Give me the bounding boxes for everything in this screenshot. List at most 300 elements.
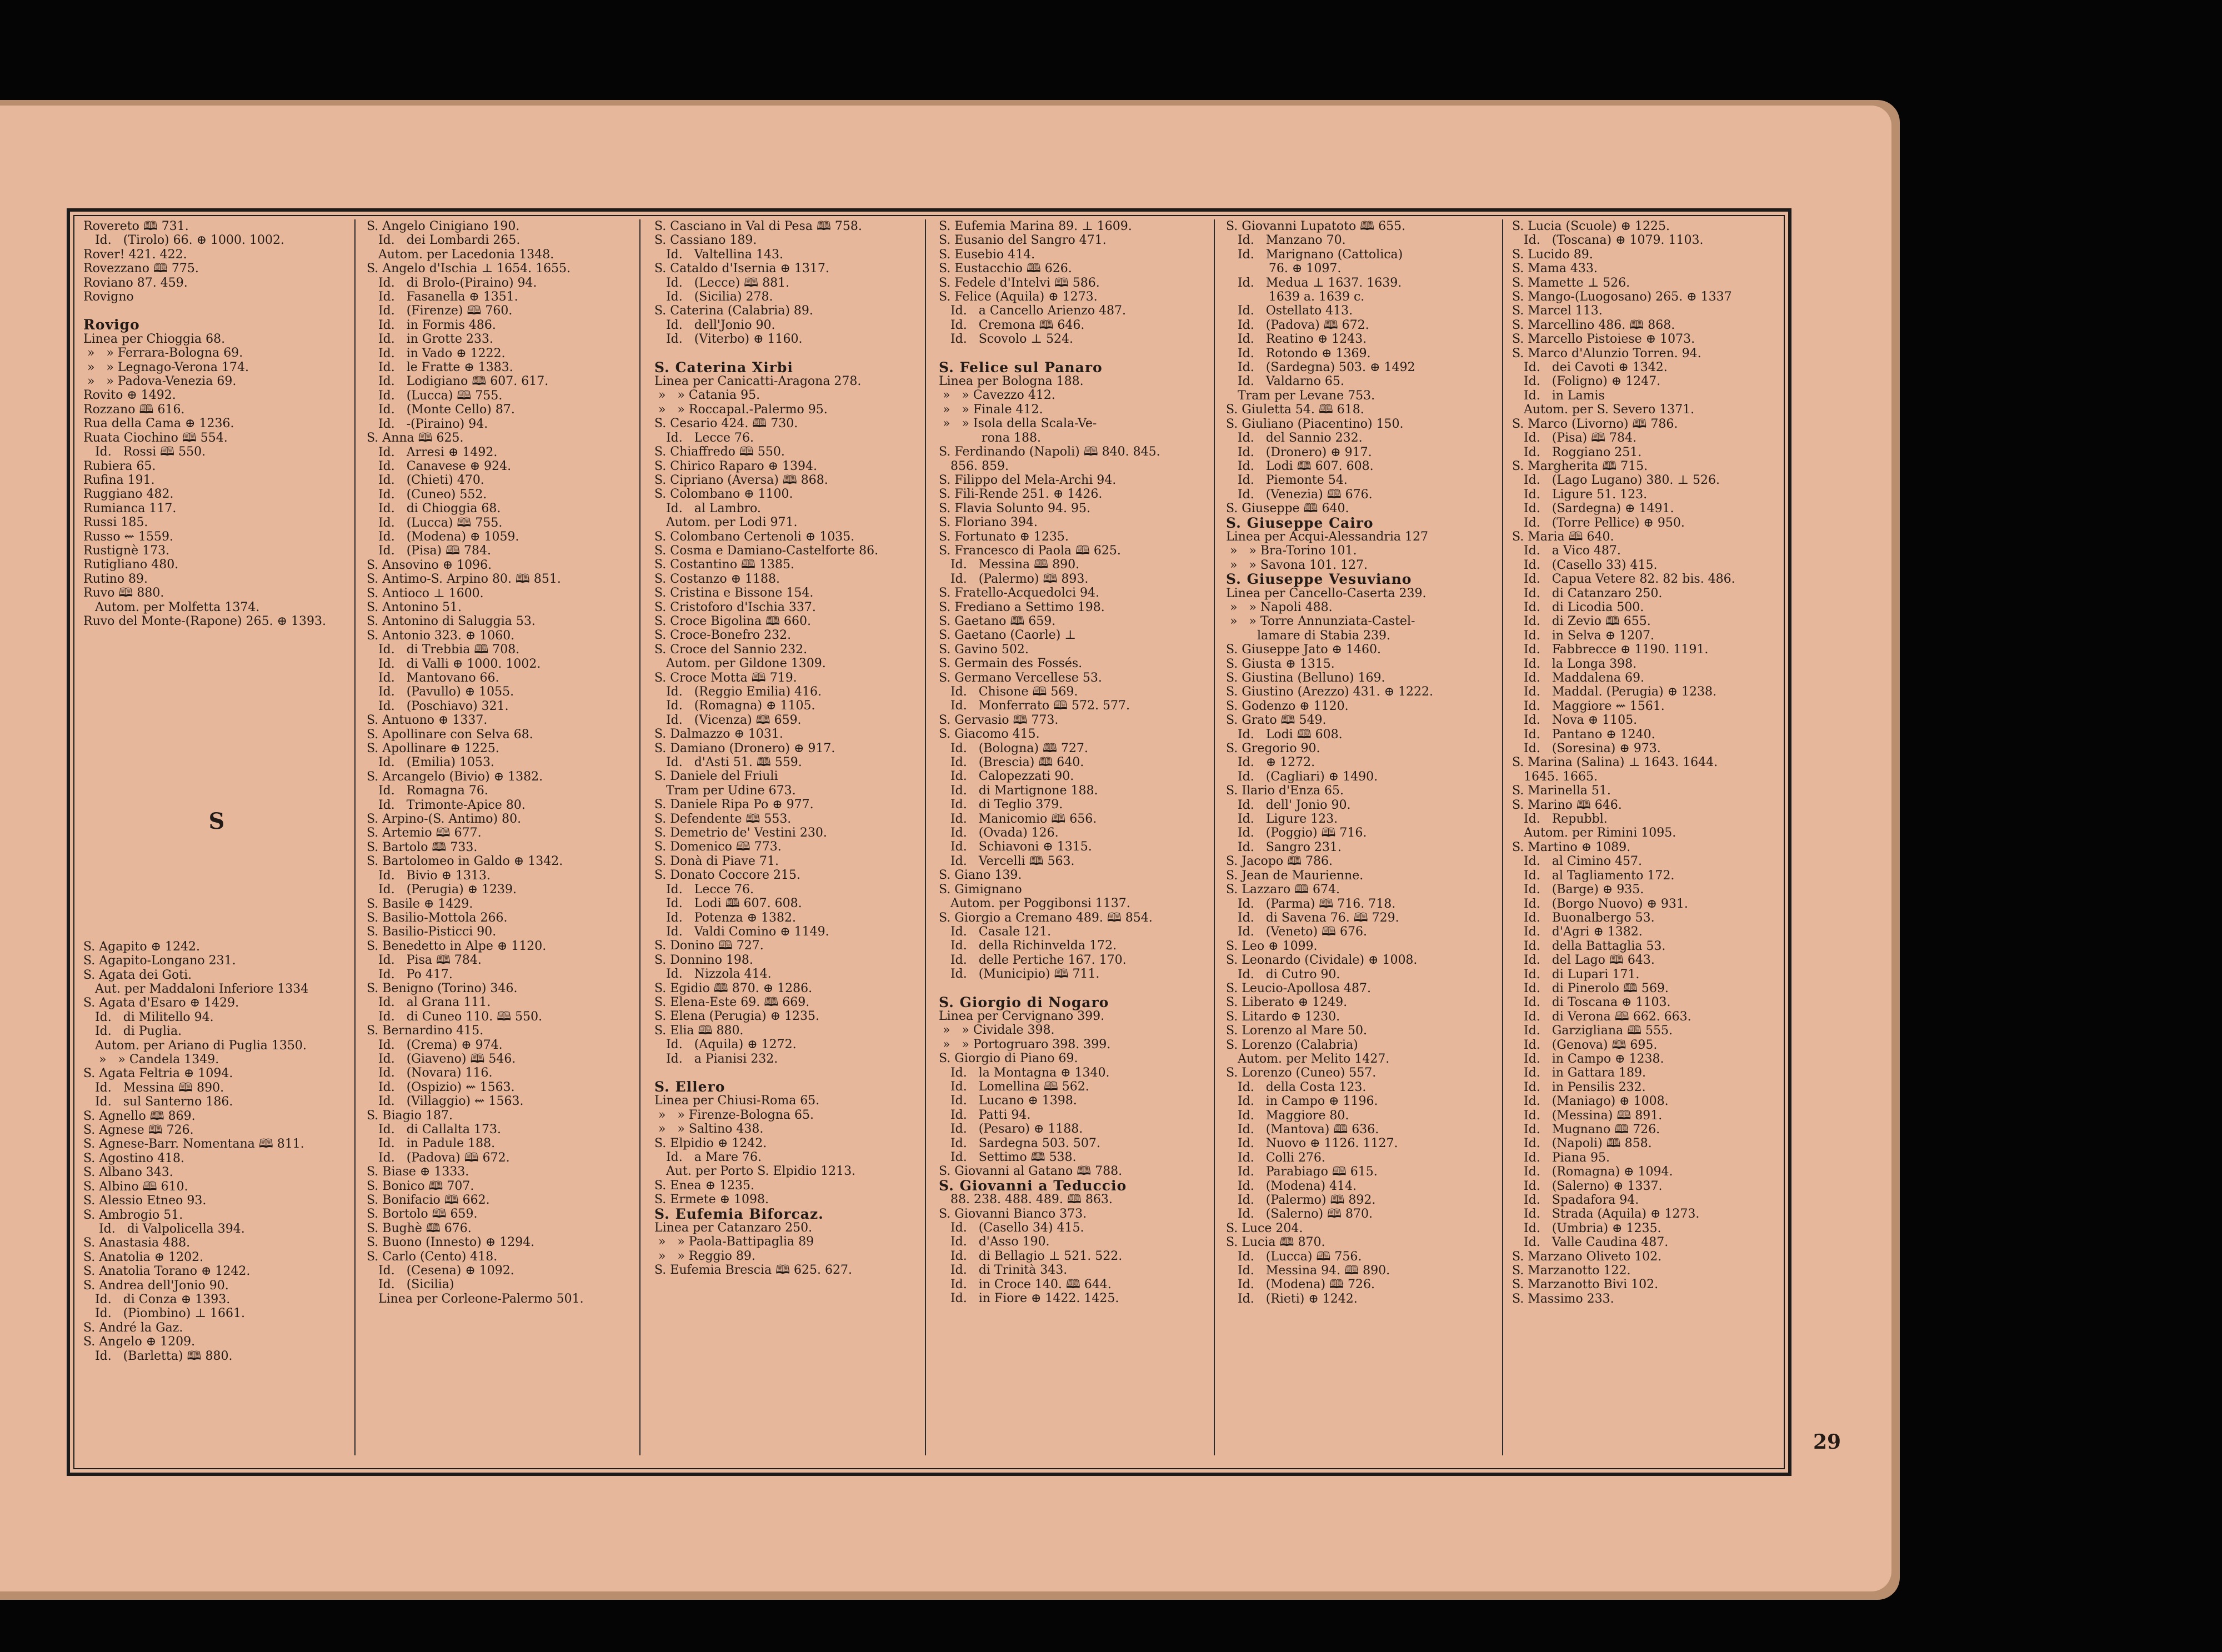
index-entry: S. Anatolia Torano ⊕ 1242. xyxy=(83,1264,251,1279)
index-entry: Id. Nuovo ⊕ 1126. 1127. xyxy=(1226,1137,1398,1151)
index-entry: S. Cristina e Bissone 154. xyxy=(654,586,814,600)
index-entry: S. Chirico Raparo ⊕ 1394. xyxy=(654,459,817,473)
index-entry: Id. Cremona 🕮 646. xyxy=(939,318,1085,332)
index-entry: S. Basile ⊕ 1429. xyxy=(367,897,473,911)
index-entry: S. Colombano Certenoli ⊕ 1035. xyxy=(654,529,855,544)
index-entry: Linea per Cancello-Caserta 239. xyxy=(1226,586,1427,600)
blank-line xyxy=(83,304,350,318)
index-entry: S. Agnello 🕮 869. xyxy=(83,1109,196,1123)
index-entry: Id. Rotondo ⊕ 1369. xyxy=(1226,346,1371,361)
blank-line xyxy=(654,1066,922,1080)
index-entry: Id. (Veneto) 🕮 676. xyxy=(1226,925,1367,939)
index-entry: Id. Lomellina 🕮 562. xyxy=(939,1079,1089,1094)
index-entry: S. Cipriano (Aversa) 🕮 868. xyxy=(654,473,828,487)
index-entry: S. Giovanni Lupatoto 🕮 655. xyxy=(1226,219,1406,233)
index-entry: S. Marina (Salina) ⊥ 1643. 1644. xyxy=(1512,755,1718,770)
index-entry: Id. dei Cavoti ⊕ 1342. xyxy=(1512,361,1668,375)
index-entry: Rubiera 65. xyxy=(83,459,156,473)
index-column-3 xyxy=(654,219,922,1453)
index-entry: Rovito ⊕ 1492. xyxy=(83,388,176,403)
index-entry: S. Giustino (Arezzo) 431. ⊕ 1222. xyxy=(1226,685,1434,699)
index-entry: Id. in Selva ⊕ 1207. xyxy=(1512,628,1654,643)
index-entry: Id. a Vico 487. xyxy=(1512,544,1621,558)
index-entry: Id. di Militello 94. xyxy=(83,1010,214,1024)
index-entry: S. Antonio 323. ⊕ 1060. xyxy=(367,628,515,643)
index-entry: S. Gregorio 90. xyxy=(1226,742,1320,756)
index-entry: Id. (Venezia) 🕮 676. xyxy=(1226,487,1373,502)
index-entry: Id. Roggiano 251. xyxy=(1512,445,1642,459)
index-entry: Id. Sardegna 503. 507. xyxy=(939,1136,1100,1150)
index-entry: Id. (Cuneo) 552. xyxy=(367,487,487,502)
index-entry: 1645. 1665. xyxy=(1512,769,1598,784)
index-entry: Id. (Mantova) 🕮 636. xyxy=(1226,1123,1379,1137)
index-entry: Id. (Lago Lugano) 380. ⊥ 526. xyxy=(1512,473,1720,488)
index-entry: Id. Maddalena 69. xyxy=(1512,671,1644,685)
index-entry: Ruggiano 482. xyxy=(83,487,174,502)
index-entry: Ruvo del Monte-(Rapone) 265. ⊕ 1393. xyxy=(83,614,327,628)
index-entry: 88. 238. 488. 489. 🕮 863. xyxy=(939,1193,1113,1207)
index-entry: Id. della Costa 123. xyxy=(1226,1080,1367,1094)
index-entry: S. Chiaffredo 🕮 550. xyxy=(654,445,785,459)
index-entry: Id. di Teglio 379. xyxy=(939,798,1063,812)
index-entry: » » Cividale 398. xyxy=(939,1023,1055,1038)
index-entry: Id. Lecce 76. xyxy=(654,430,754,445)
index-entry: S. Giacomo 415. xyxy=(939,727,1040,742)
index-entry: Id. Pisa 🕮 784. xyxy=(367,953,482,968)
index-entry: Id. Spadafora 94. xyxy=(1512,1193,1639,1208)
index-entry: Id. (Lucca) 🕮 756. xyxy=(1226,1249,1362,1264)
index-entry: » » Ferrara-Bologna 69. xyxy=(83,346,243,361)
index-entry: Id. Mantovano 66. xyxy=(367,671,499,685)
index-entry: S. Giusta ⊕ 1315. xyxy=(1226,657,1335,671)
index-entry: Id. (Cagliari) ⊕ 1490. xyxy=(1226,769,1378,784)
index-entry: Id. Piana 95. xyxy=(1512,1150,1610,1165)
index-column-2 xyxy=(367,219,635,1453)
index-entry: S. Floriano 394. xyxy=(939,515,1038,530)
index-entry: Id. (Pisa) 🕮 784. xyxy=(1512,431,1637,445)
index-entry: Id. (Pavullo) ⊕ 1055. xyxy=(367,685,514,699)
index-entry: Id. Romagna 76. xyxy=(367,784,488,798)
index-entry: » » Cavezzo 412. xyxy=(939,388,1055,403)
index-column-4 xyxy=(939,219,1211,1453)
index-entry: Id. al Lambro. xyxy=(654,501,761,515)
index-entry: Id. (Villaggio) ⇜ 1563. xyxy=(367,1094,524,1109)
section-heading: S. Giorgio di Nogaro xyxy=(939,994,1109,1010)
index-entry: Id. (Tirolo) 66. ⊕ 1000. 1002. xyxy=(83,233,285,248)
blank-line xyxy=(83,884,350,898)
section-heading: Rovigo xyxy=(83,317,140,333)
index-entry: Id. di Cuneo 110. 🕮 550. xyxy=(367,1009,543,1024)
index-entry: Id. della Richinvelda 172. xyxy=(939,939,1117,953)
index-entry: S. Croce Motta 🕮 719. xyxy=(654,670,797,685)
blank-line xyxy=(83,628,350,642)
index-entry: S. Giuliano (Piacentino) 150. xyxy=(1226,417,1404,431)
index-entry: S. Andrea dell'Jonio 90. xyxy=(83,1278,229,1293)
index-entry: Id. (Viterbo) ⊕ 1160. xyxy=(654,332,803,347)
index-entry: S. Gavino 502. xyxy=(939,642,1029,657)
index-entry: S. Arcangelo (Bivio) ⊕ 1382. xyxy=(367,769,543,784)
index-entry: S. Bernardino 415. xyxy=(367,1024,484,1038)
index-entry: Id. Medua ⊥ 1637. 1639. xyxy=(1226,276,1402,290)
index-entry: Id. Po 417. xyxy=(367,967,453,982)
index-entry: Id. Chisone 🕮 569. xyxy=(939,685,1078,699)
index-entry: S. Ferdinando (Napoli) 🕮 840. 845. xyxy=(939,445,1160,459)
index-entry: Aut. per Maddaloni Inferiore 1334 xyxy=(83,982,309,996)
index-entry: S. Leo ⊕ 1099. xyxy=(1226,939,1318,953)
index-entry: Id. in Fiore ⊕ 1422. 1425. xyxy=(939,1291,1119,1306)
index-entry: S. Agapito ⊕ 1242. xyxy=(83,939,200,954)
index-entry: Id. Lucano ⊕ 1398. xyxy=(939,1094,1077,1108)
index-entry: » » Isola della Scala-Ve- xyxy=(939,417,1097,431)
index-entry: Id. Casale 121. xyxy=(939,924,1052,939)
column-rule xyxy=(354,219,356,1455)
column-rule xyxy=(925,219,926,1455)
index-entry: 856. 859. xyxy=(939,459,1009,473)
index-entry: Tram per Levane 753. xyxy=(1226,388,1375,403)
blank-line xyxy=(83,684,350,698)
index-entry: Id. (Giaveno) 🕮 546. xyxy=(367,1052,516,1066)
index-entry: » » Torre Annunziata-Castel- xyxy=(1226,614,1415,629)
index-entry: S. Lorenzo al Mare 50. xyxy=(1226,1024,1367,1038)
index-entry: » » Finale 412. xyxy=(939,402,1043,417)
index-entry: S. Agnese 🕮 726. xyxy=(83,1123,194,1138)
index-entry: Linea per Canicatti-Aragona 278. xyxy=(654,374,862,389)
index-entry: Rumianca 117. xyxy=(83,501,177,515)
index-entry: Id. Garzigliana 🕮 555. xyxy=(1512,1024,1673,1038)
index-entry: S. Liberato ⊕ 1249. xyxy=(1226,995,1348,1010)
index-entry: S. Ermete ⊕ 1098. xyxy=(654,1193,769,1207)
index-entry: S. Giuletta 54. 🕮 618. xyxy=(1226,403,1364,417)
index-entry: Id. -(Piraino) 94. xyxy=(367,417,488,431)
index-entry: S. Antonino di Saluggia 53. xyxy=(367,614,536,629)
index-entry: Linea per Chioggia 68. xyxy=(83,332,226,346)
index-entry: S. Gaetano 🕮 659. xyxy=(939,614,1056,628)
index-entry: Autom. per Lacedonia 1348. xyxy=(367,247,554,262)
index-entry: Id. (Palermo) 🕮 893. xyxy=(939,572,1089,586)
index-entry: Id. in Croce 140. 🕮 644. xyxy=(939,1277,1112,1291)
index-entry: Id. di Valpolicella 394. xyxy=(83,1222,245,1236)
index-entry: » » Firenze-Bologna 65. xyxy=(654,1108,814,1122)
index-entry: Id. in Campo ⊕ 1196. xyxy=(1226,1094,1378,1109)
index-entry: Id. al Grana 111. xyxy=(367,995,491,1010)
index-entry: S. Giorgio a Cremano 489. 🕮 854. xyxy=(939,910,1153,925)
index-entry: Rua della Cama ⊕ 1236. xyxy=(83,417,234,431)
index-entry: S. Anastasia 488. xyxy=(83,1236,191,1250)
index-entry: S. Costanzo ⊕ 1188. xyxy=(654,572,780,586)
index-entry: S. Colombano ⊕ 1100. xyxy=(654,487,793,502)
index-entry: Id. (Umbria) ⊕ 1235. xyxy=(1512,1221,1662,1235)
index-entry: S. Cristoforo d'Ischia 337. xyxy=(654,600,816,614)
index-entry: Id. del Lago 🕮 643. xyxy=(1512,953,1655,968)
index-entry: S. Giovanni Bianco 373. xyxy=(939,1207,1087,1221)
index-entry: S. Costantino 🕮 1385. xyxy=(654,558,794,572)
index-entry: Id. (Napoli) 🕮 858. xyxy=(1512,1137,1652,1151)
index-entry: Id. Rossi 🕮 550. xyxy=(83,445,206,459)
section-heading: S. Caterina Xirbi xyxy=(654,359,793,376)
index-entry: Id. (Maniago) ⊕ 1008. xyxy=(1512,1094,1669,1109)
index-entry: S. Margherita 🕮 715. xyxy=(1512,459,1648,473)
index-entry: Id. Lodigiano 🕮 607. 617. xyxy=(367,374,549,389)
index-entry: S. Cosma e Damiano-Castelforte 86. xyxy=(654,543,879,558)
index-entry: Russo ⇜ 1559. xyxy=(83,529,173,544)
index-entry: S. Daniele del Friuli xyxy=(654,769,778,784)
index-entry: Id. a Cancello Arienzo 487. xyxy=(939,304,1127,318)
index-entry: Id. Settimo 🕮 538. xyxy=(939,1150,1077,1164)
index-entry: Id. Repubbl. xyxy=(1512,812,1608,827)
index-entry: Id. (Messina) 🕮 891. xyxy=(1512,1108,1663,1123)
index-entry: S. Bartolo 🕮 733. xyxy=(367,840,478,854)
index-entry: Tram per Udine 673. xyxy=(654,783,796,798)
index-entry: Id. di Chioggia 68. xyxy=(367,502,501,516)
index-entry: Id. in Lamis xyxy=(1512,388,1605,403)
index-entry: S. Biase ⊕ 1333. xyxy=(367,1165,469,1179)
index-entry: Id. d'Asti 51. 🕮 559. xyxy=(654,755,802,770)
index-entry: Id. Mugnano 🕮 726. xyxy=(1512,1123,1660,1137)
index-entry: S. Grato 🕮 549. xyxy=(1226,713,1327,728)
blank-line xyxy=(83,670,350,684)
index-entry: Id. (Novara) 116. xyxy=(367,1066,493,1080)
blank-line xyxy=(83,898,350,912)
index-entry: Id. Messina 🕮 890. xyxy=(83,1080,224,1095)
section-heading: S. Giovanni a Teduccio xyxy=(939,1177,1127,1194)
index-entry: S. Lucia 🕮 870. xyxy=(1226,1235,1325,1250)
index-entry: S. Domenico 🕮 773. xyxy=(654,840,782,854)
index-entry: » » Napoli 488. xyxy=(1226,600,1333,614)
index-entry: Id. Messina 94. 🕮 890. xyxy=(1226,1264,1390,1278)
index-entry: Id. Patti 94. xyxy=(939,1108,1031,1122)
index-entry: S. Giuseppe 🕮 640. xyxy=(1226,502,1349,516)
index-entry: 1639 a. 1639 c. xyxy=(1226,290,1365,304)
index-entry: S. Agata d'Esaro ⊕ 1429. xyxy=(83,996,239,1010)
index-entry: Id. (Perugia) ⊕ 1239. xyxy=(367,883,517,897)
index-entry: Id. (Pesaro) ⊕ 1188. xyxy=(939,1122,1083,1137)
column-rule xyxy=(639,219,640,1455)
index-entry: S. Germano Vercellese 53. xyxy=(939,670,1102,685)
index-entry: S. Bughè 🕮 676. xyxy=(367,1221,472,1235)
index-entry: S. Mama 433. xyxy=(1512,262,1598,276)
index-entry: Id. sul Santerno 186. xyxy=(83,1095,233,1109)
blank-line xyxy=(83,912,350,926)
index-entry: Roviano 87. 459. xyxy=(83,276,188,290)
index-entry: » » Paola-Battipaglia 89 xyxy=(654,1235,814,1249)
index-entry: S. Casciano in Val di Pesa 🕮 758. xyxy=(654,219,862,233)
index-entry: Id. di Conza ⊕ 1393. xyxy=(83,1292,231,1306)
index-entry: Id. del Sannio 232. xyxy=(1226,431,1363,445)
index-entry: Autom. per Poggibonsi 1137. xyxy=(939,897,1130,911)
index-entry: S. Caterina (Calabria) 89. xyxy=(654,304,813,318)
index-entry: » » Padova-Venezia 69. xyxy=(83,374,237,389)
index-entry: S. Marinella 51. xyxy=(1512,784,1611,798)
index-entry: S. Ansovino ⊕ 1096. xyxy=(367,558,492,572)
index-entry: Id. Valdi Comino ⊕ 1149. xyxy=(654,924,829,939)
index-entry: S. Basilio-Mottola 266. xyxy=(367,910,508,925)
index-entry: Id. al Tagliamento 172. xyxy=(1512,868,1675,883)
index-entry: S. Bonifacio 🕮 662. xyxy=(367,1193,490,1208)
index-entry: Id. Valtellina 143. xyxy=(654,247,783,262)
index-entry: Id. (Sicilia) xyxy=(367,1278,454,1292)
index-entry: Id. (Lecce) 🕮 881. xyxy=(654,276,790,290)
index-entry: Id. (Romagna) ⊕ 1094. xyxy=(1512,1165,1673,1179)
index-entry: Russi 185. xyxy=(83,515,148,530)
index-entry: Linea per Corleone-Palermo 501. xyxy=(367,1291,584,1306)
index-entry: Id. (Cesena) ⊕ 1092. xyxy=(367,1264,514,1278)
index-entry: Linea per Cervignano 399. xyxy=(939,1009,1105,1023)
index-entry: Id. Piemonte 54. xyxy=(1226,473,1348,488)
index-entry: S. Apollinare ⊕ 1225. xyxy=(367,742,499,756)
index-entry: lamare di Stabia 239. xyxy=(1226,628,1390,643)
index-entry: S. Giovanni al Gatano 🕮 788. xyxy=(939,1164,1123,1179)
index-entry: Id. Valle Caudina 487. xyxy=(1512,1235,1669,1250)
index-entry: Id. di Catanzaro 250. xyxy=(1512,586,1663,600)
index-entry: Id. Lodi 🕮 607. 608. xyxy=(1226,459,1374,473)
index-entry: Id. (Bologna) 🕮 727. xyxy=(939,741,1088,755)
index-entry: S. Giorgio di Piano 69. xyxy=(939,1052,1078,1066)
index-entry: Id. (Sardegna) 503. ⊕ 1492 xyxy=(1226,361,1415,375)
index-entry: Id. (Padova) 🕮 672. xyxy=(367,1150,510,1165)
blank-line xyxy=(83,712,350,725)
index-entry: S. Eusebio 414. xyxy=(939,247,1035,262)
index-entry: Id. in Padule 188. xyxy=(367,1137,496,1151)
index-entry: Rutino 89. xyxy=(83,572,148,586)
index-entry: S. Angelo ⊕ 1209. xyxy=(83,1335,196,1349)
blank-line xyxy=(83,725,350,739)
index-entry: S. Marco (Livorno) 🕮 786. xyxy=(1512,417,1678,431)
index-entry: Id. (Barge) ⊕ 935. xyxy=(1512,883,1644,897)
index-entry: S. Fedele d'Intelvi 🕮 586. xyxy=(939,276,1100,290)
index-entry: S. Leonardo (Cividale) ⊕ 1008. xyxy=(1226,953,1418,968)
index-entry: Id. Calopezzati 90. xyxy=(939,769,1074,784)
index-entry: Id. di Savena 76. 🕮 729. xyxy=(1226,910,1399,925)
index-entry: Id. (Salerno) 🕮 870. xyxy=(1226,1207,1373,1222)
index-entry: Id. (Piombino) ⊥ 1661. xyxy=(83,1306,246,1321)
index-entry: S. Croce-Bonefro 232. xyxy=(654,628,792,643)
index-entry: S. Antonino 51. xyxy=(367,600,462,614)
index-entry: » » Roccapal.-Palermo 95. xyxy=(654,402,828,417)
index-entry: Id. Sangro 231. xyxy=(1226,840,1342,854)
index-entry: Id. Lodi 🕮 608. xyxy=(1226,727,1343,742)
section-heading: S. Ellero xyxy=(654,1078,725,1095)
index-entry: S. Lazzaro 🕮 674. xyxy=(1226,883,1340,897)
index-entry: Id. d'Asso 190. xyxy=(939,1235,1050,1249)
index-entry: S. Ambrogio 51. xyxy=(83,1208,183,1222)
index-entry: S. Gimignano xyxy=(939,882,1022,897)
index-entry: S. Buono (Innesto) ⊕ 1294. xyxy=(367,1235,535,1250)
index-entry: S. Angelo d'Ischia ⊥ 1654. 1655. xyxy=(367,262,571,276)
index-entry: Id. (Pisa) 🕮 784. xyxy=(367,544,492,558)
index-entry: Id. (Casello 34) 415. xyxy=(939,1221,1084,1235)
index-entry: » » Catania 95. xyxy=(654,388,760,403)
index-entry: S. Egidio 🕮 870. ⊕ 1286. xyxy=(654,981,813,995)
index-entry: Id. (Reggio Emilia) 416. xyxy=(654,685,822,699)
index-entry: Id. Reatino ⊕ 1243. xyxy=(1226,332,1367,347)
index-entry: Rovereto 🕮 731. xyxy=(83,219,189,233)
index-entry: Id. Scovolo ⊥ 524. xyxy=(939,332,1073,347)
index-entry: S. Antimo-S. Arpino 80. 🕮 851. xyxy=(367,572,561,587)
index-entry: S. Felice (Aquila) ⊕ 1273. xyxy=(939,290,1098,304)
index-entry: S. Marcello Pistoiese ⊕ 1073. xyxy=(1512,332,1695,347)
index-entry: Id. in Vado ⊕ 1222. xyxy=(367,346,506,361)
index-entry: Id. Nizzola 414. xyxy=(654,967,772,982)
index-entry: Id. Lecce 76. xyxy=(654,882,754,897)
index-entry: S. Lorenzo (Calabria) xyxy=(1226,1038,1358,1052)
index-entry: Id. Strada (Aquila) ⊕ 1273. xyxy=(1512,1207,1700,1222)
index-entry: S. Frediano a Settimo 198. xyxy=(939,600,1105,614)
index-entry: S. Marzano Oliveto 102. xyxy=(1512,1249,1662,1264)
index-entry: S. Donà di Piave 71. xyxy=(654,854,779,868)
index-entry: Id. di Lupari 171. xyxy=(1512,967,1640,982)
index-entry: Id. Maggiore ⇜ 1561. xyxy=(1512,699,1665,713)
index-entry: S. Bartolomeo in Galdo ⊕ 1342. xyxy=(367,854,563,869)
index-entry: Id. Potenza ⊕ 1382. xyxy=(654,910,797,925)
index-entry: S. Cesario 424. 🕮 730. xyxy=(654,417,798,431)
index-entry: Rutigliano 480. xyxy=(83,558,179,572)
index-entry: Autom. per S. Severo 1371. xyxy=(1512,403,1695,417)
index-entry: S. Elena-Este 69. 🕮 669. xyxy=(654,995,810,1009)
index-entry: Aut. per Porto S. Elpidio 1213. xyxy=(654,1164,856,1179)
index-entry: Autom. per Molfetta 1374. xyxy=(83,600,260,614)
index-entry: S. Elena (Perugia) ⊕ 1235. xyxy=(654,1009,819,1024)
index-entry: Id. d'Agri ⊕ 1382. xyxy=(1512,925,1643,939)
index-entry: Id. (Firenze) 🕮 760. xyxy=(367,304,513,318)
index-entry: Id. della Battaglia 53. xyxy=(1512,939,1666,953)
index-entry: Id. (Toscana) ⊕ 1079. 1103. xyxy=(1512,233,1704,248)
index-entry: S. Demetrio de' Vestini 230. xyxy=(654,826,827,840)
blank-line xyxy=(83,656,350,670)
index-entry: Id. a Pianisi 232. xyxy=(654,1052,778,1066)
index-entry: Id. (Parma) 🕮 716. 718. xyxy=(1226,897,1396,911)
index-entry: Id. Pantano ⊕ 1240. xyxy=(1512,727,1655,742)
index-entry: Id. di Puglia. xyxy=(83,1024,182,1039)
blank-line xyxy=(83,870,350,884)
index-entry: Id. di Verona 🕮 662. 663. xyxy=(1512,1009,1691,1024)
index-entry: S. Eusanio del Sangro 471. xyxy=(939,233,1107,248)
index-entry: S. Marcel 113. xyxy=(1512,304,1603,318)
index-entry: Id. di Valli ⊕ 1000. 1002. xyxy=(367,657,541,671)
index-entry: S. Dalmazzo ⊕ 1031. xyxy=(654,727,783,742)
index-entry: Id. (Casello 33) 415. xyxy=(1512,558,1658,572)
index-entry: Rustignè 173. xyxy=(83,543,170,558)
index-entry: Id. (Brescia) 🕮 640. xyxy=(939,755,1084,770)
index-entry: Id. Parabiago 🕮 615. xyxy=(1226,1165,1378,1179)
index-entry: S. André la Gaz. xyxy=(83,1320,183,1335)
index-entry: S. Agapito-Longano 231. xyxy=(83,954,236,968)
index-entry: Id. Canavese ⊕ 924. xyxy=(367,459,512,473)
index-entry: S. Alessio Etneo 93. xyxy=(83,1194,207,1208)
index-entry: S. Lucia (Scuole) ⊕ 1225. xyxy=(1512,219,1670,233)
index-entry: Id. Ostellato 413. xyxy=(1226,304,1353,318)
index-entry: S. Donino 🕮 727. xyxy=(654,939,764,953)
index-entry: S. Defendente 🕮 553. xyxy=(654,812,792,826)
index-entry: Id. al Cimino 457. xyxy=(1512,854,1643,869)
index-entry: Id. (Sardegna) ⊕ 1491. xyxy=(1512,502,1674,516)
index-entry: » » Savona 101. 127. xyxy=(1226,558,1368,572)
index-entry: Id. dell' Jonio 90. xyxy=(1226,798,1351,812)
index-entry: 76. ⊕ 1097. xyxy=(1226,262,1342,276)
index-entry: Id. Nova ⊕ 1105. xyxy=(1512,713,1638,728)
index-entry: » » Legnago-Verona 174. xyxy=(83,360,249,374)
index-entry: Id. (Vicenza) 🕮 659. xyxy=(654,713,802,727)
index-entry: Id. in Pensilis 232. xyxy=(1512,1080,1646,1094)
section-heading: S. Giuseppe Cairo xyxy=(1226,514,1374,531)
index-entry: Autom. per Rimini 1095. xyxy=(1512,826,1676,840)
letter-heading: S xyxy=(208,808,225,835)
index-entry: » » Portogruaro 398. 399. xyxy=(939,1037,1111,1052)
index-entry: S. Giuseppe Jato ⊕ 1460. xyxy=(1226,643,1381,657)
index-entry: S. Cataldo d'Isernia ⊕ 1317. xyxy=(654,262,829,276)
blank-line xyxy=(83,795,350,809)
column-rule xyxy=(1502,219,1503,1455)
blank-line xyxy=(83,843,350,857)
